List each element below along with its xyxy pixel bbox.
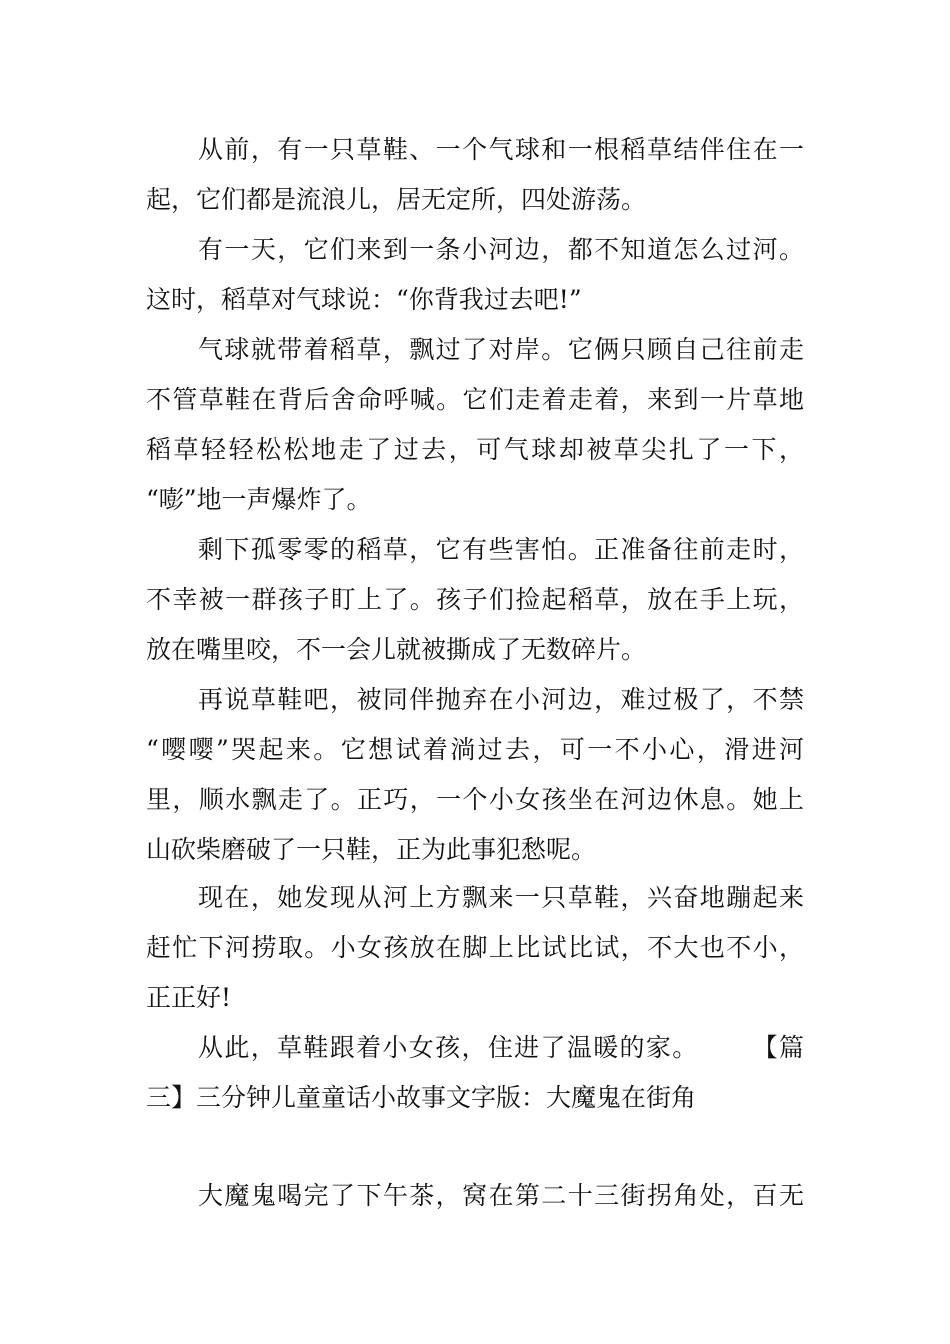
text-line: 有一天，它们来到一条小河边，都不知道怎么过河。 <box>198 235 804 264</box>
text-line: 里，顺水飘走了。正巧，一个小女孩坐在河边休息。她上 <box>146 785 804 814</box>
text-line: 现在，她发现从河上方飘来一只草鞋，兴奋地蹦起来 <box>198 883 804 912</box>
text-line: 不管草鞋在背后舍命呼喊。它们走着走着，来到一片草地 <box>146 385 804 414</box>
text-line: 大魔鬼喝完了下午茶，窝在第二十三街拐角处，百无 <box>198 1181 804 1210</box>
text-line: 正正好! <box>146 983 232 1012</box>
text-line: “嘤嘤”哭起来。它想试着淌过去，可一不小心，滑进河 <box>146 735 804 764</box>
text-line: 剩下孤零零的稻草，它有些害怕。正准备往前走时， <box>198 535 804 564</box>
text-line: 再说草鞋吧，被同伴抛弃在小河边，难过极了，不禁 <box>198 685 804 714</box>
text-line: 山砍柴磨破了一只鞋，正为此事犯愁呢。 <box>146 835 597 864</box>
section-heading: 三】三分钟儿童童话小故事文字版：大魔鬼在街角 <box>146 1083 697 1112</box>
text-line: 从前，有一只草鞋、一个气球和一根稻草结伴住在一 <box>198 135 804 164</box>
text-line: 不幸被一群孩子盯上了。孩子们捡起稻草，放在手上玩， <box>146 585 804 614</box>
text-line: 稻草轻轻松松地走了过去，可气球却被草尖扎了一下， <box>146 435 804 464</box>
text-line: “嘭”地一声爆炸了。 <box>146 485 372 514</box>
text-line: 这时，稻草对气球说：“你背我过去吧!” <box>146 285 582 314</box>
text-line: 从此，草鞋跟着小女孩，住进了温暖的家。 【篇 <box>198 1033 804 1062</box>
text-line: 放在嘴里咬，不一会儿就被撕成了无数碎片。 <box>146 635 647 664</box>
text-line: 赶忙下河捞取。小女孩放在脚上比试比试，不大也不小， <box>146 933 804 962</box>
text-line: 气球就带着稻草，飘过了对岸。它俩只顾自己往前走 <box>198 335 804 364</box>
text-line: 起，它们都是流浪儿，居无定所，四处游荡。 <box>146 185 647 214</box>
